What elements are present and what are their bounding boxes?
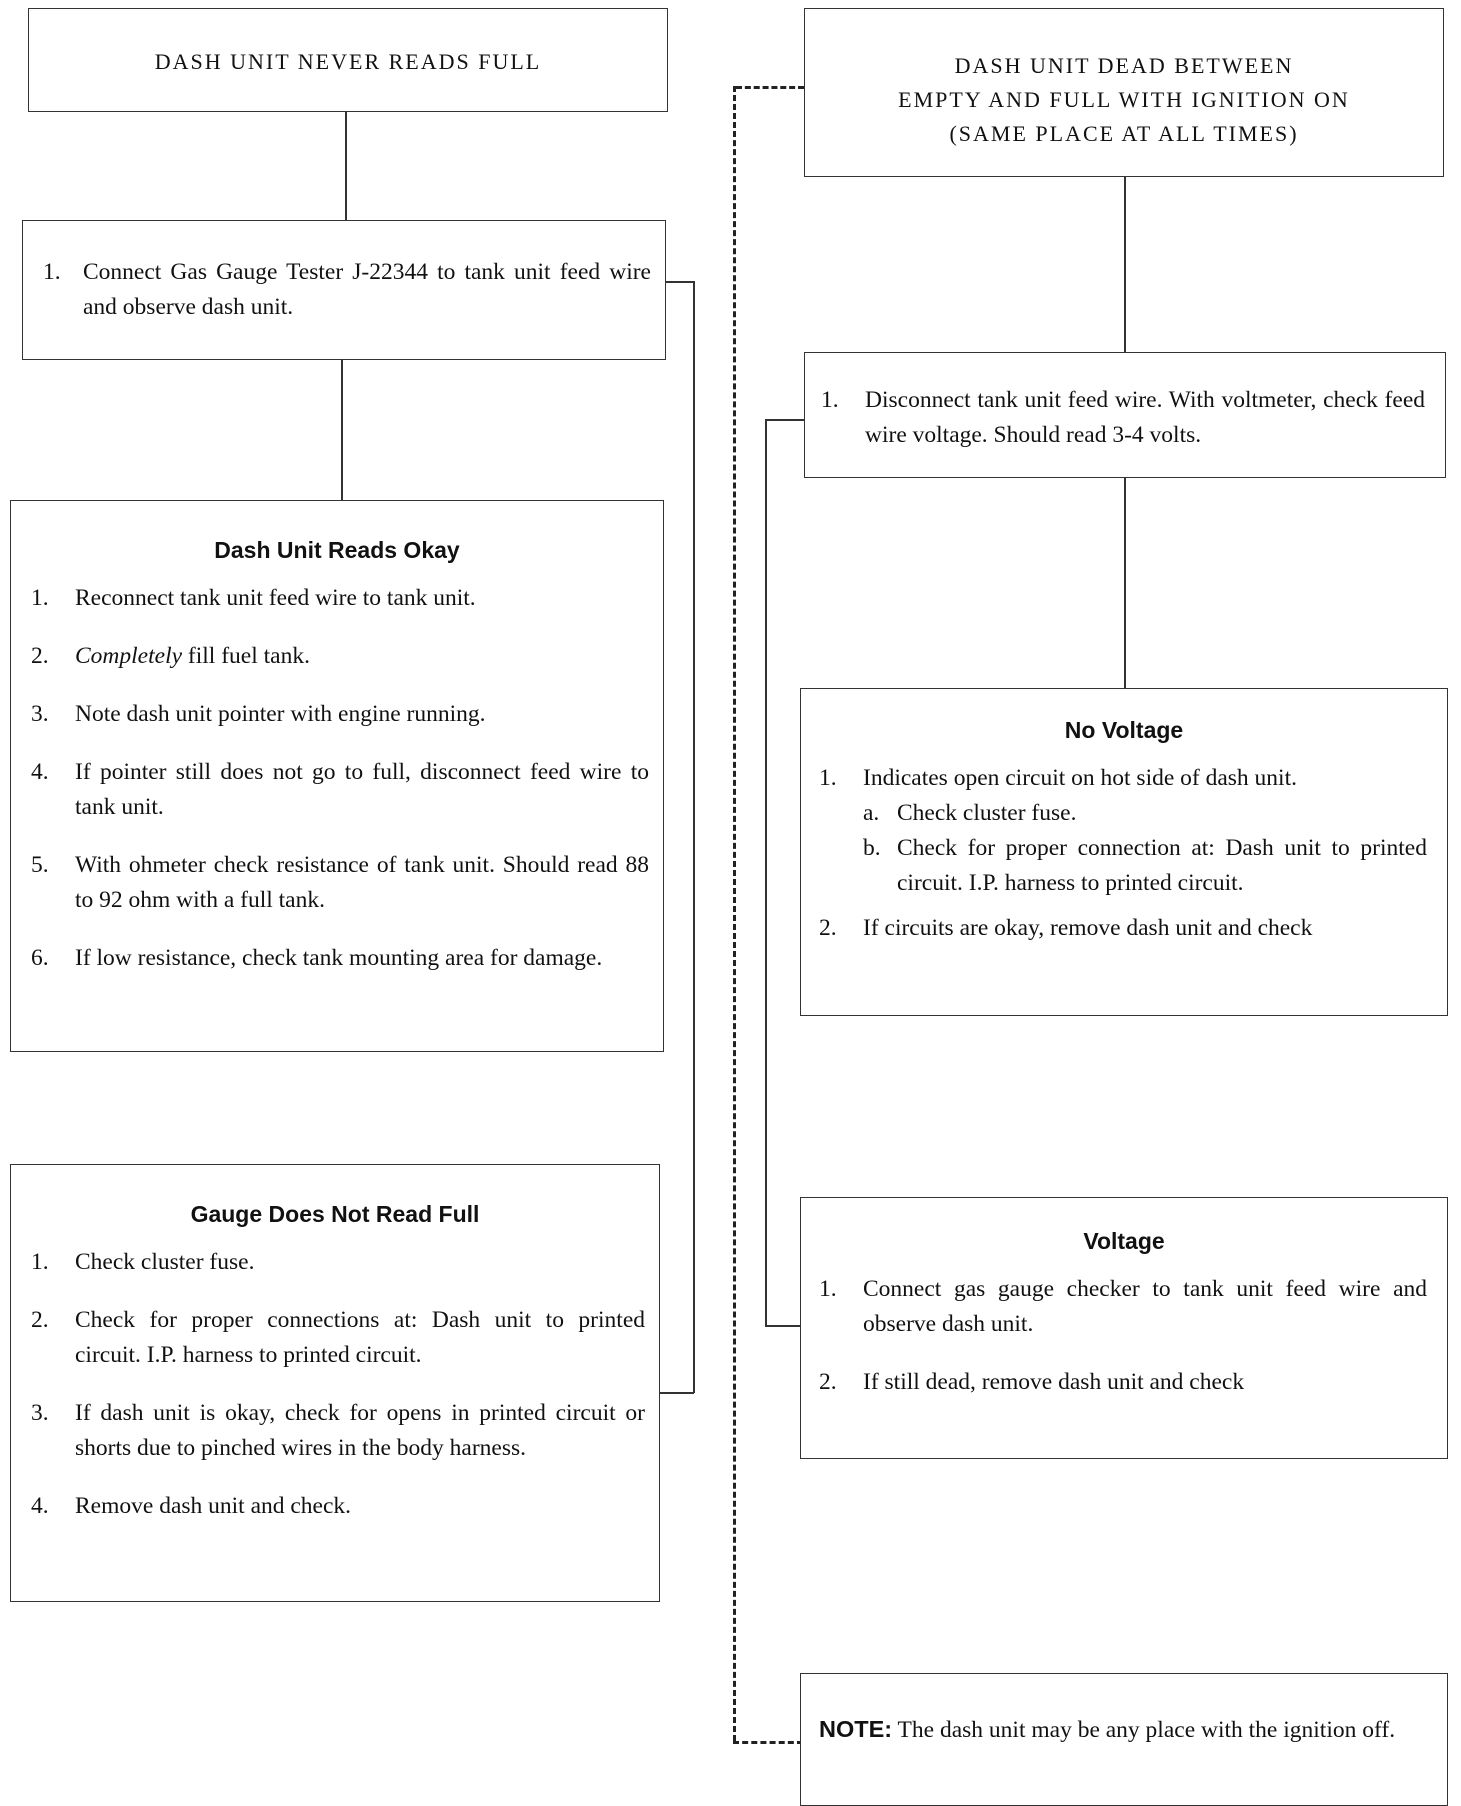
right-title-line: EMPTY AND FULL WITH IGNITION ON — [898, 87, 1350, 112]
note-box — [800, 1673, 1448, 1806]
okay-step-text: If pointer still does not go to full, disconnect feed wire to tank unit. — [75, 759, 649, 820]
voltage-step — [819, 1365, 1427, 1400]
voltage-box — [800, 1197, 1448, 1459]
not-full-step-text: Check cluster fuse. — [75, 1249, 255, 1275]
connector-step1-to-okay — [341, 360, 343, 500]
right-step1-num: 1. — [821, 387, 839, 413]
not-full-steps — [31, 1245, 645, 1547]
okay-step-emphasis: Completely — [75, 643, 183, 669]
left-step1 — [43, 255, 651, 325]
no-voltage-substep — [863, 831, 1427, 901]
not-full-step-text: If dash unit is okay, check for opens in printed circuit or shorts due to pinched wires in the body harness. — [75, 1400, 645, 1461]
okay-heading: Dash Unit Reads Okay — [214, 537, 460, 563]
okay-step — [31, 941, 649, 976]
no-voltage-step — [819, 911, 1427, 946]
okay-step-text: fill fuel tank. — [182, 643, 310, 669]
not-full-step — [31, 1396, 645, 1466]
okay-step — [31, 581, 649, 616]
connector-voltage-branch-h1 — [765, 419, 805, 421]
right-title — [805, 49, 1443, 151]
left-title: DASH UNIT NEVER READS FULL — [154, 49, 542, 74]
connector-title-to-step1-left — [345, 112, 347, 220]
voltage-step-text: If still dead, remove dash unit and check — [863, 1369, 1245, 1395]
okay-step — [31, 755, 649, 825]
not-full-step-num: 3. — [31, 1400, 49, 1426]
okay-step-text: If low resistance, check tank mounting area for damage. — [75, 945, 603, 971]
no-voltage-step-num: 1. — [819, 765, 837, 791]
dashed-connector-bottom — [733, 1741, 803, 1744]
note-text — [819, 1712, 1429, 1748]
not-full-step-text: Remove dash unit and check. — [75, 1493, 352, 1519]
okay-step — [31, 697, 649, 732]
no-voltage-substep-num: a. — [863, 800, 880, 826]
connector-step1-branch-v — [693, 281, 695, 1393]
right-step1-box — [804, 352, 1446, 478]
okay-step — [31, 639, 649, 674]
left-step1-text: Connect Gas Gauge Tester J-22344 to tank unit feed wire and observe dash unit. — [83, 259, 651, 320]
voltage-step — [819, 1272, 1427, 1342]
right-title-box — [804, 8, 1444, 177]
voltage-step-text: Connect gas gauge checker to tank unit feed wire and observe dash unit. — [863, 1276, 1427, 1337]
okay-step — [31, 848, 649, 918]
dashed-connector-vertical — [733, 86, 736, 1741]
okay-step-num: 2. — [31, 643, 49, 669]
voltage-heading: Voltage — [1083, 1228, 1165, 1254]
not-full-step-num: 1. — [31, 1249, 49, 1275]
no-voltage-step-text: If circuits are okay, remove dash unit and check — [863, 915, 1313, 941]
not-full-step — [31, 1489, 645, 1524]
dashed-connector-top — [736, 86, 804, 89]
okay-box — [10, 500, 664, 1052]
no-voltage-step — [819, 761, 1427, 901]
connector-step1-to-novoltage — [1124, 478, 1126, 688]
left-title-box — [28, 8, 668, 112]
not-full-heading: Gauge Does Not Read Full — [190, 1201, 480, 1227]
okay-step-num: 4. — [31, 759, 49, 785]
no-voltage-step-text: Indicates open circuit on hot side of dash unit. — [863, 765, 1297, 791]
not-full-step — [31, 1303, 645, 1373]
okay-step-num: 3. — [31, 701, 49, 727]
no-voltage-substeps — [863, 796, 1427, 901]
connector-branch-to-notfull — [660, 1392, 694, 1394]
connector-voltage-branch-h2 — [765, 1325, 805, 1327]
no-voltage-substep-text: Check for proper connection at: Dash unit to printed circuit. I.P. harness to printed circuit. — [897, 835, 1427, 896]
right-step1-text: Disconnect tank unit feed wire. With voltmeter, check feed wire voltage. Should read 3-4 volts. — [865, 387, 1425, 448]
connector-voltage-branch-v — [765, 419, 767, 1325]
right-step1 — [821, 383, 1425, 453]
not-full-step-text: Check for proper connections at: Dash unit to printed circuit. I.P. harness to printed circuit. — [75, 1307, 645, 1368]
no-voltage-substep-num: b. — [863, 835, 881, 861]
right-title-line: DASH UNIT DEAD BETWEEN — [954, 53, 1294, 78]
okay-steps — [31, 581, 649, 999]
right-title-line: (SAME PLACE AT ALL TIMES) — [949, 121, 1299, 146]
voltage-step-num: 1. — [819, 1276, 837, 1302]
no-voltage-substep-text: Check cluster fuse. — [897, 800, 1077, 826]
okay-step-text: With ohmeter check resistance of tank unit. Should read 88 to 92 ohm with a full tank. — [75, 852, 649, 913]
connector-title-to-step1-right — [1124, 177, 1126, 352]
voltage-steps — [819, 1272, 1427, 1423]
not-full-step-num: 4. — [31, 1493, 49, 1519]
okay-step-num: 5. — [31, 852, 49, 878]
okay-step-text: Note dash unit pointer with engine running. — [75, 701, 486, 727]
okay-step-num: 6. — [31, 945, 49, 971]
note-body: The dash unit may be any place with the ignition off. — [892, 1717, 1396, 1743]
note-label: NOTE: — [819, 1716, 893, 1742]
not-full-step-num: 2. — [31, 1307, 49, 1333]
no-voltage-box — [800, 688, 1448, 1016]
left-step1-box — [22, 220, 666, 360]
connector-step1-branch-h — [664, 281, 694, 283]
okay-step-text: Reconnect tank unit feed wire to tank unit. — [75, 585, 476, 611]
no-voltage-heading: No Voltage — [1064, 717, 1184, 743]
left-step1-num: 1. — [43, 259, 61, 285]
voltage-step-num: 2. — [819, 1369, 837, 1395]
okay-step-num: 1. — [31, 585, 49, 611]
no-voltage-step-num: 2. — [819, 915, 837, 941]
not-full-box — [10, 1164, 660, 1602]
no-voltage-substep — [863, 796, 1427, 831]
no-voltage-steps — [819, 761, 1427, 969]
not-full-step — [31, 1245, 645, 1280]
